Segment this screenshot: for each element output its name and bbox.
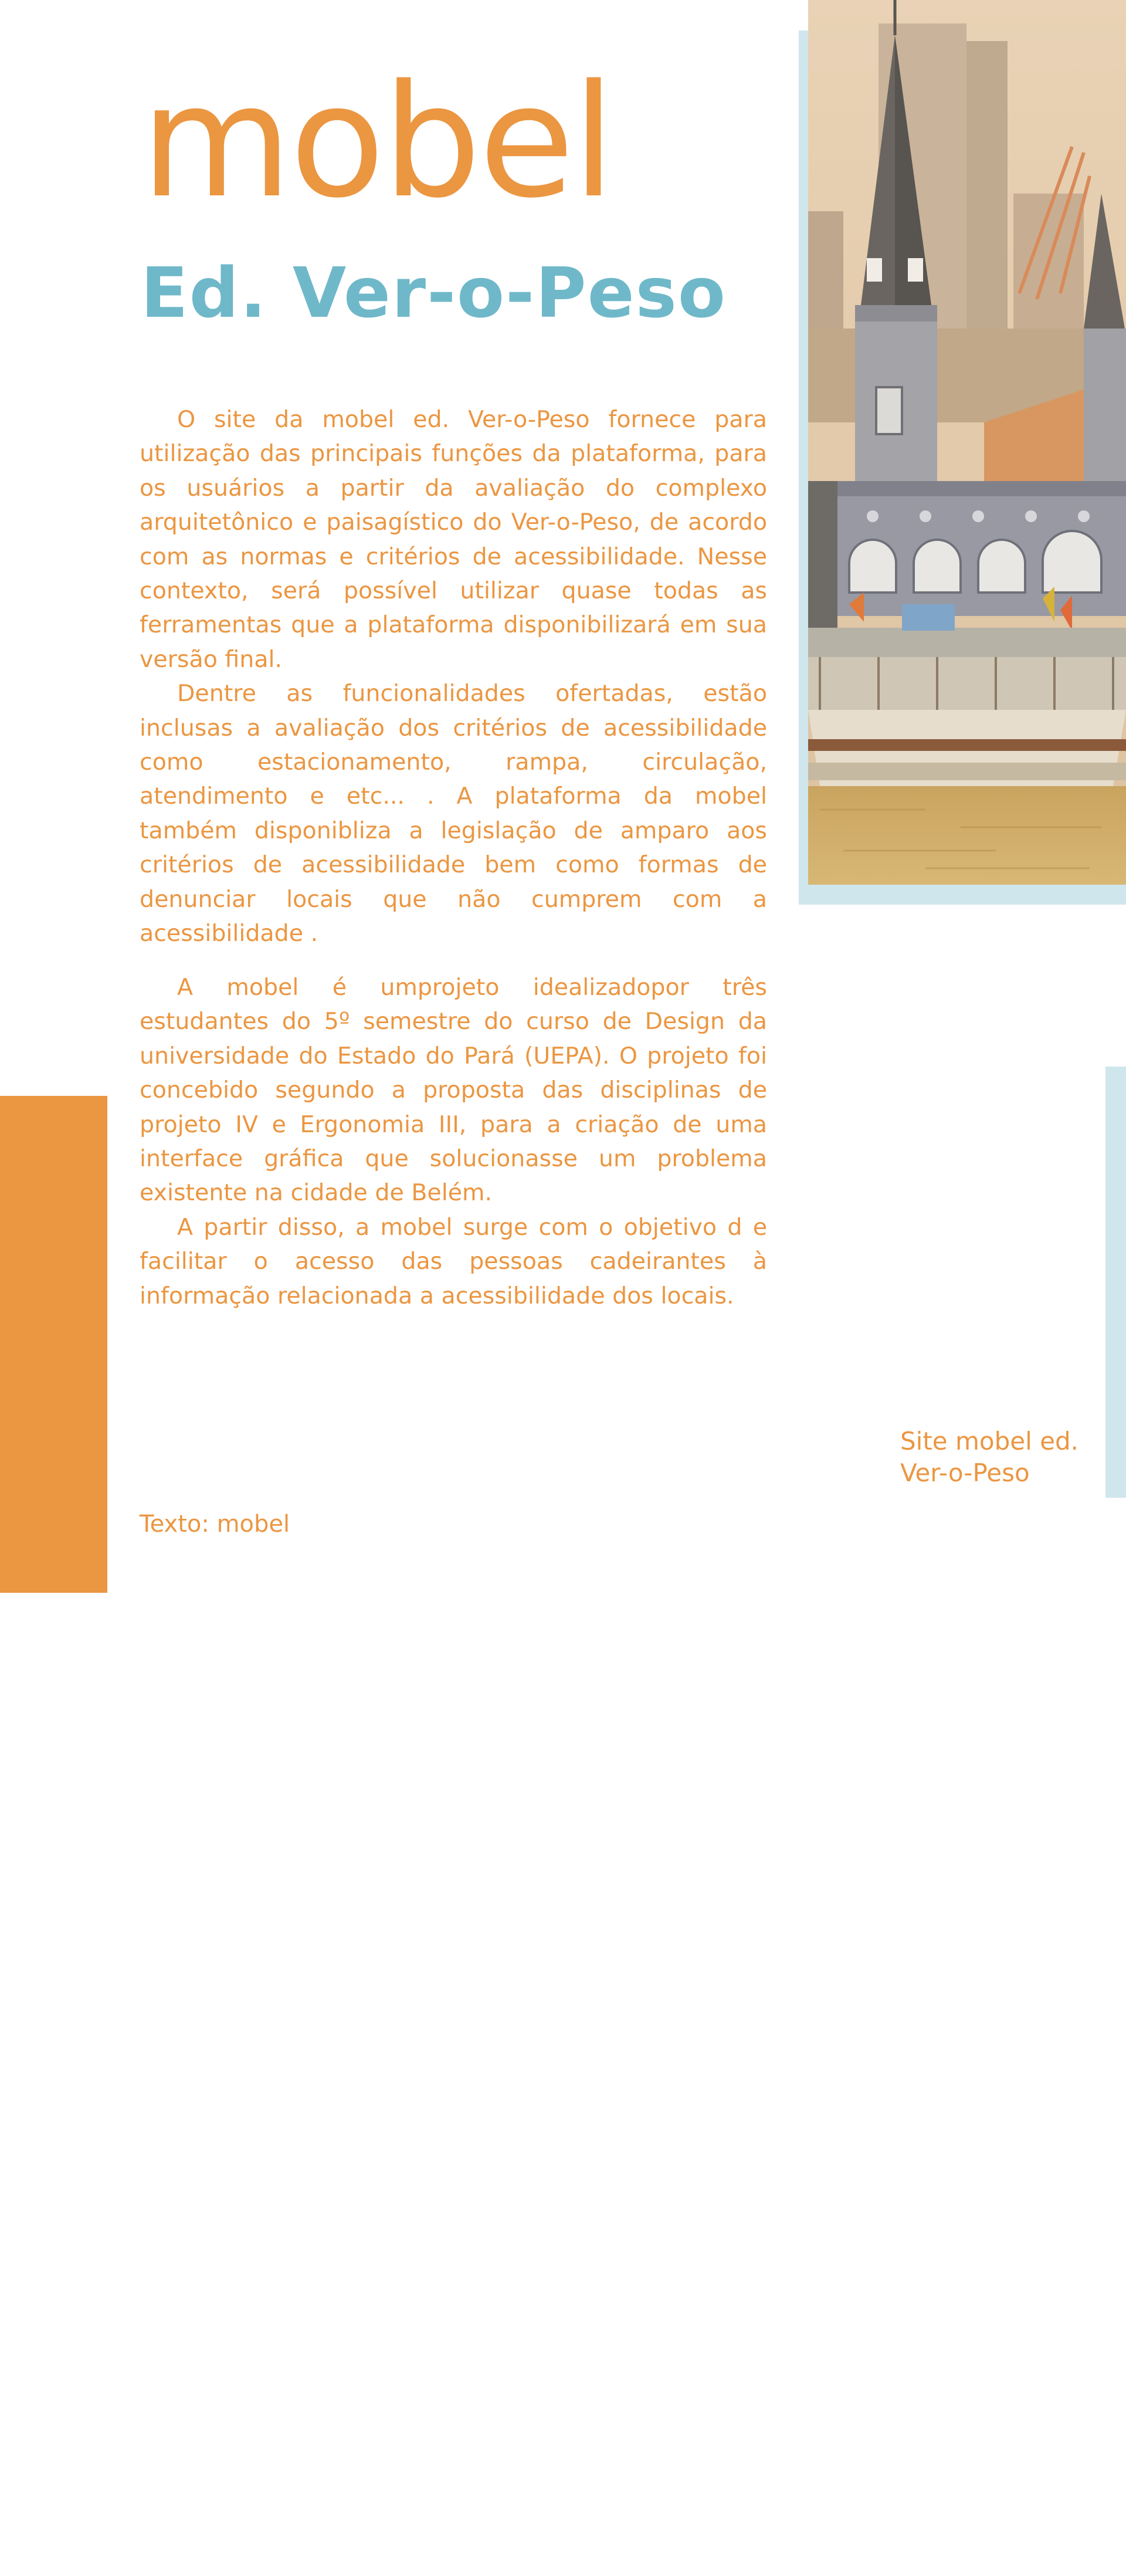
caption-line: Site mobel ed. <box>900 1427 1078 1455</box>
article-section-1 <box>140 402 767 951</box>
article-paragraph: A mobel é umprojeto idealizadopor três estudantes do 5º semestre do curso de Design da universidade do Estado do Pará (UEPA). O projeto foi concebido segundo a proposta das disciplinas de projeto IV e Ergonomia III, para a criação de uma interface gráfica que solucionasse um problema existente na cidade de Belém. <box>140 974 767 1207</box>
article-section-2 <box>140 970 767 1313</box>
photo-caption <box>900 1426 1078 1489</box>
page-number: 5 <box>21 2504 60 2576</box>
text-credit: Texto: mobel <box>140 1511 290 1538</box>
page-number-bar <box>0 1096 107 2576</box>
caption-line: Ver-o-Peso <box>900 1458 1030 1487</box>
ver-o-peso-photo <box>808 0 1126 885</box>
page-subtitle: Ed. Ver-o-Peso <box>141 252 727 333</box>
article-paragraph: Dentre as funcionalidades ofertadas, estão inclusas a avaliação dos critérios de acessibilidade como estacionamento, rampa, circulação, atendimento e etc... . A plataforma da mobel também disponibliza a legislação de amparo aos critérios de acessibilidade bem como formas de denunciar locais que não cumprem com a acessibilidade . <box>140 680 767 947</box>
article-paragraph: A partir disso, a mobel surge com o objetivo d e facilitar o acesso das pessoas cadeirantes à informação relacionada a acessibilidade dos locais. <box>140 1213 767 1309</box>
page-title: mobel <box>141 52 613 232</box>
article-paragraph: O site da mobel ed. Ver-o-Peso fornece para utilização das principais funções da plataforma, para os usuários a partir da avaliação do complexo arquitetônico e paisagístico do Ver-o-Peso, de acordo com as normas e critérios de acessibilidade. Nesse contexto, será possível utilizar quase todas as ferramentas que a plataforma disponibilizará em sua versão final. <box>140 406 767 673</box>
decorative-side-bar <box>1105 1067 1126 1498</box>
